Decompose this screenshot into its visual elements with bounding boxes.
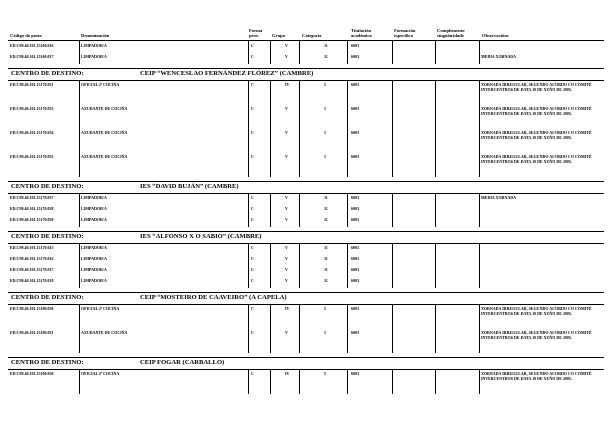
cell-code: ED.C99.40.101.15170.037: [10, 195, 54, 200]
center-label: CENTRO DE DESTINO:: [11, 233, 84, 240]
cell-forma: C: [251, 330, 254, 335]
section-rule: [8, 193, 604, 194]
cell-name: AXUDANTE DE COCIÑA: [81, 130, 128, 135]
cell-tit: 6003: [351, 154, 359, 159]
cell-name: AXUDANTE DE COCIÑA: [81, 106, 128, 111]
column-divider: [79, 304, 80, 353]
header-formacion: [394, 28, 415, 38]
column-divider: [299, 40, 300, 64]
cell-cat: 11: [324, 43, 328, 48]
section-rule: [8, 80, 604, 81]
cell-grupo: V: [285, 245, 288, 250]
column-divider: [248, 369, 249, 394]
cell-grupo: V: [285, 330, 288, 335]
cell-tit: 6003: [351, 43, 359, 48]
column-divider: [347, 40, 348, 64]
header-rule: [8, 40, 604, 41]
cell-observacions: XORNADA IRREGULAR, SEGUNDO ACORDO CO COMITÉ INTERCENTROS DE DATA 10 DE XUÑO DE 2005.: [481, 82, 592, 92]
cell-forma: C: [251, 278, 254, 283]
cell-name: LIMPADOR/A: [81, 245, 107, 250]
header-complemento-line1: Complemento: [437, 28, 465, 33]
cell-observacions: XORNADA IRREGULAR, SEGUNDO ACORDO CO COMITÉ INTERCENTROS DE DATA 10 DE XUÑO DE 2005.: [481, 330, 592, 340]
cell-name: LIMPADOR/A: [81, 43, 107, 48]
column-divider: [270, 369, 271, 394]
column-divider: [248, 193, 249, 227]
cell-grupo: V: [285, 195, 288, 200]
column-divider: [435, 40, 436, 64]
cell-code: ED.C99.40.101.15190.030: [10, 371, 54, 376]
cell-tit: 6003: [351, 217, 359, 222]
column-divider: [347, 243, 348, 288]
header-observacions: Observacións: [482, 33, 509, 38]
column-divider: [392, 304, 393, 353]
cell-cat: 1: [324, 130, 326, 135]
cell-code: ED.C99.40.101.15170.039: [10, 217, 54, 222]
cell-observacions: XORNADA IRREGULAR, SEGUNDO ACORDO CO COMITÉ INTERCENTROS DE DATA 10 DE XUÑO DE 2005.: [481, 106, 592, 116]
cell-tit: 6003: [351, 106, 359, 111]
column-divider: [299, 193, 300, 227]
cell-name: AXUDANTE DE COCIÑA: [81, 154, 128, 159]
cell-tit: 6003: [351, 267, 359, 272]
cell-grupo: V: [285, 43, 288, 48]
section-rule: [8, 181, 604, 182]
cell-grupo: IV: [285, 371, 290, 376]
center-name: CEIP “WENCESLAO FERNÁNDEZ FLÓREZ” (CAMBRE): [140, 70, 314, 77]
cell-observacions: MEDIA XORNADA: [481, 54, 516, 59]
cell-forma: C: [251, 306, 254, 311]
cell-code: ED.C99.40.101.15160.017: [10, 54, 54, 59]
cell-grupo: V: [285, 256, 288, 261]
cell-name: OFICIAL 2ª COCIÑA: [81, 82, 120, 87]
column-divider: [299, 304, 300, 353]
column-divider: [435, 304, 436, 353]
cell-name: AXUDANTE DE COCIÑA: [81, 330, 128, 335]
cell-code: ED.C99.40.101.15170.034: [10, 130, 54, 135]
column-divider: [79, 80, 80, 177]
cell-code: ED.C99.40.101.15170.015: [10, 245, 54, 250]
cell-observacions: XORNADA IRREGULAR, SEGUNDO ACORDO CO COMITÉ INTERCENTROS DE DATA 10 DE XUÑO DE 2005.: [481, 371, 592, 381]
column-divider: [435, 369, 436, 394]
cell-forma: C: [251, 82, 254, 87]
cell-name: LIMPADOR/A: [81, 195, 107, 200]
cell-forma: C: [251, 217, 254, 222]
cell-forma: C: [251, 245, 254, 250]
column-divider: [479, 80, 480, 177]
cell-code: ED.C99.40.101.15170.035: [10, 154, 54, 159]
cell-code: ED.C99.40.101.15180.030: [10, 306, 54, 311]
section-rule: [8, 304, 604, 305]
column-divider: [435, 243, 436, 288]
cell-name: OFICIAL 2ª COCIÑA: [81, 371, 120, 376]
cell-tit: 6003: [351, 54, 359, 59]
section-rule: [8, 357, 604, 358]
cell-name: LIMPADOR/A: [81, 54, 107, 59]
column-divider: [248, 40, 249, 64]
cell-grupo: V: [285, 106, 288, 111]
cell-cat: 1: [324, 330, 326, 335]
cell-code: ED.C99.40.101.15170.017: [10, 267, 54, 272]
column-divider: [79, 369, 80, 394]
center-label: CENTRO DE DESTINO:: [11, 359, 84, 366]
header-codigo: Código do posto: [10, 33, 42, 38]
header-forma-line2: prov.: [249, 33, 259, 38]
cell-observacions: XORNADA IRREGULAR, SEGUNDO ACORDO CO COMITÉ INTERCENTROS DE DATA 10 DE XUÑO DE 2005.: [481, 306, 592, 316]
section-rule: [8, 231, 604, 232]
column-divider: [270, 193, 271, 227]
cell-forma: C: [251, 267, 254, 272]
section-rule: [8, 243, 604, 244]
cell-cat: 11: [324, 195, 328, 200]
cell-name: LIMPADOR/A: [81, 217, 107, 222]
header-formacion-line2: específica: [394, 33, 413, 38]
cell-grupo: V: [285, 154, 288, 159]
cell-code: ED.C99.40.101.15170.016: [10, 256, 54, 261]
cell-grupo: V: [285, 130, 288, 135]
cell-forma: C: [251, 43, 254, 48]
cell-forma: C: [251, 54, 254, 59]
cell-grupo: V: [285, 278, 288, 283]
cell-grupo: V: [285, 217, 288, 222]
cell-code: ED.C99.40.101.15170.018: [10, 278, 54, 283]
column-divider: [479, 40, 480, 64]
header-categoria: Categoría: [302, 33, 322, 38]
header-forma: [249, 28, 262, 38]
cell-cat: 11: [324, 54, 328, 59]
column-divider: [347, 304, 348, 353]
cell-grupo: V: [285, 267, 288, 272]
cell-cat: 11: [324, 217, 328, 222]
column-divider: [79, 40, 80, 64]
center-name: CEIP FOGAR (CARBALLO): [140, 359, 225, 366]
cell-cat: 11: [324, 245, 328, 250]
header-grupo: Grupo: [272, 33, 286, 38]
center-label: CENTRO DE DESTINO:: [11, 183, 84, 190]
column-divider: [435, 193, 436, 227]
cell-forma: C: [251, 206, 254, 211]
column-divider: [248, 243, 249, 288]
cell-tit: 6003: [351, 278, 359, 283]
column-divider: [392, 40, 393, 64]
cell-forma: C: [251, 130, 254, 135]
column-divider: [392, 193, 393, 227]
cell-name: LIMPADOR/A: [81, 256, 107, 261]
cell-forma: C: [251, 371, 254, 376]
cell-grupo: IV: [285, 306, 290, 311]
column-divider: [79, 193, 80, 227]
column-divider: [299, 80, 300, 177]
cell-observacions: MEDIA XORNADA: [481, 195, 516, 200]
column-divider: [479, 193, 480, 227]
cell-tit: 6003: [351, 195, 359, 200]
cell-code: ED.C99.40.101.15170.038: [10, 206, 54, 211]
cell-forma: C: [251, 195, 254, 200]
cell-grupo: V: [285, 54, 288, 59]
column-divider: [347, 193, 348, 227]
center-label: CENTRO DE DESTINO:: [11, 294, 84, 301]
header-complemento: [437, 28, 465, 38]
column-divider: [270, 80, 271, 177]
cell-tit: 6003: [351, 306, 359, 311]
center-name: CEIP “MOSTEIRO DE CAAVEIRO” (A CAPELA): [140, 294, 287, 301]
cell-tit: 6003: [351, 371, 359, 376]
cell-cat: 5: [324, 82, 326, 87]
section-rule: [8, 292, 604, 293]
column-divider: [248, 304, 249, 353]
center-name: IES “ALFONSO X O SABIO” (CAMBRE): [140, 233, 262, 240]
column-divider: [347, 80, 348, 177]
cell-name: LIMPADOR/A: [81, 267, 107, 272]
cell-name: LIMPADOR/A: [81, 206, 107, 211]
cell-forma: C: [251, 154, 254, 159]
section-rule: [8, 68, 604, 69]
cell-grupo: V: [285, 206, 288, 211]
cell-tit: 6003: [351, 82, 359, 87]
cell-cat: 5: [324, 371, 326, 376]
column-divider: [299, 369, 300, 394]
cell-forma: C: [251, 106, 254, 111]
column-divider: [479, 243, 480, 288]
center-name: IES “DAVID BUJÁN” (CAMBRE): [140, 183, 239, 190]
cell-cat: 1: [324, 106, 326, 111]
column-divider: [392, 243, 393, 288]
cell-observacions: XORNADA IRREGULAR, SEGUNDO ACORDO CO COMITÉ INTERCENTROS DE DATA 10 DE XUÑO DE 2005.: [481, 154, 592, 164]
header-denominacion: Denominación: [81, 33, 110, 38]
header-complemento-line2: singularidade: [437, 33, 464, 38]
cell-cat: 11: [324, 256, 328, 261]
center-label: CENTRO DE DESTINO:: [11, 70, 84, 77]
cell-cat: 11: [324, 267, 328, 272]
column-divider: [435, 80, 436, 177]
cell-tit: 6003: [351, 206, 359, 211]
header-titulacion: [351, 28, 372, 38]
cell-cat: 11: [324, 278, 328, 283]
cell-tit: 6003: [351, 130, 359, 135]
section-rule: [8, 369, 604, 370]
column-divider: [479, 369, 480, 394]
cell-grupo: IV: [285, 82, 290, 87]
cell-tit: 6003: [351, 245, 359, 250]
header-forma-line1: Forma: [249, 28, 263, 33]
cell-code: ED.C99.40.101.15170.031: [10, 82, 54, 87]
header-formacion-line1: Formación: [394, 28, 416, 33]
column-divider: [270, 40, 271, 64]
cell-forma: C: [251, 256, 254, 261]
column-divider: [347, 369, 348, 394]
column-divider: [479, 304, 480, 353]
column-divider: [248, 80, 249, 177]
cell-cat: 11: [324, 206, 328, 211]
cell-code: ED.C99.40.101.15180.031: [10, 330, 54, 335]
column-divider: [392, 369, 393, 394]
cell-name: OFICIAL 2ª COCIÑA: [81, 306, 120, 311]
cell-tit: 6003: [351, 330, 359, 335]
cell-cat: 5: [324, 306, 326, 311]
column-divider: [392, 80, 393, 177]
column-divider: [79, 243, 80, 288]
column-divider: [270, 243, 271, 288]
column-divider: [299, 243, 300, 288]
header-titulacion-line1: Titulación: [351, 28, 372, 33]
cell-code: ED.C99.40.101.15170.033: [10, 106, 54, 111]
cell-observacions: XORNADA IRREGULAR, SEGUNDO ACORDO CO COMITÉ INTERCENTROS DE DATA 10 DE XUÑO DE 2005.: [481, 130, 592, 140]
header-titulacion-line2: académica: [351, 33, 372, 38]
cell-cat: 1: [324, 154, 326, 159]
column-divider: [270, 304, 271, 353]
cell-name: LIMPADOR/A: [81, 278, 107, 283]
cell-code: ED.C99.40.101.15160.016: [10, 43, 54, 48]
cell-tit: 6003: [351, 256, 359, 261]
